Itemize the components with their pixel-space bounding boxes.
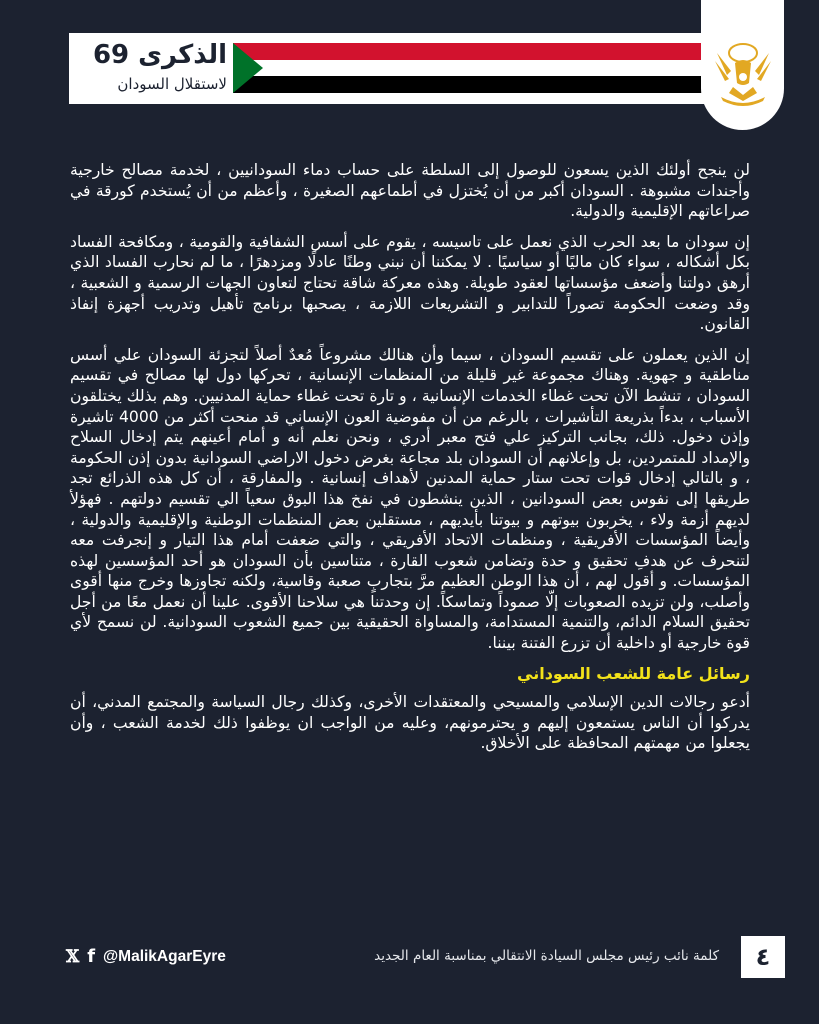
flag-black-stripe <box>233 76 709 93</box>
paragraph: أدعو رجالات الدين الإسلامي والمسيحي والمعتقدات الأخرى، وكذلك رجال السياسة والمجتمع المدني، أن يدركوا أن الناس يستمعون إليهم و يحترمونهم، وعليه من الواجب ان يوظفوا ذلك لخدمة الشعب ، وأن يجعلوا من مهمتهم المحافظة على الأخلاق. <box>70 693 750 753</box>
flag-white-stripe <box>233 60 709 77</box>
emblem-tab <box>701 0 784 130</box>
letter-body <box>70 160 750 764</box>
flag-green-triangle <box>233 43 263 93</box>
anniversary-banner <box>69 33 709 104</box>
social-links <box>66 946 226 967</box>
flag-red-stripe <box>233 43 709 60</box>
paragraph: إن سودان ما بعد الحرب الذي نعمل على تاسيسه ، يقوم على أسس الشفافية والقومية ، ومكافحة الفساد بكل أشكاله ، سواء كان ماليًا أو سياسيًا . لا يمكننا أن نبني وطنًا عادلًا ومزدهرًا ، ما لم نحارب الفساد الذي أرهق دولتنا وأضعف مؤسساتها لعقود طويلة. وهذه معركة شاقة تحتاج لتعاون الجهات الرسمية و الشعبية ، وقد وضعت الحكومة تصوراً للتدابير و التشريعات اللازمة ، يصحبها برنامج تأهيل وتدريب أجهزة إنفاذ القانون. <box>70 232 750 334</box>
section-heading: رسائل عامة للشعب السوداني <box>517 663 750 683</box>
page-number: ٤ <box>741 936 785 978</box>
banner-subtitle: لاستقلال السودان <box>117 75 227 93</box>
facebook-icon[interactable]: f <box>87 946 96 967</box>
footer-caption: كلمة نائب رئيس مجلس السيادة الانتقالي بمناسبة العام الجديد <box>374 948 719 964</box>
paragraph: إن الذين يعملون على تقسيم السودان ، سيما وأن هنالك مشروعاً مُعدٌ أصلاً لتجزئة السودان علي أسس مناطقية و جهوية. وهناك مجموعة غير قليلة من المنظمات الإنسانية ، تحركها دول لها مصالح في تقسيم السودان ، تنشط الآن تحت غطاء الخدمات الإنسانية ، و تارة تحت غطاء حماية المدنيين. وهم بذلك يختلقون الأسباب ، بدءاً بذريعة التأشيرات ، بالرغم من أن مفوضية العون الإنساني قد منحت أكثر من 4000 تاشيرة وإذن دخول. ذلك، بجانب التركيز علي فتح معبر أدري ، ونحن نعلم أنه و أمام أعينهم يتم إدخال السلاح والإمداد للمتمردين، بل وإعلانهم أن السودان بلد مجاعة بغرض دخول الاراضي السودانية بدون إذن الحكومة ، و بالتالي إدخال قوات تحت ستار حماية المدنين لأهداف إنسانية . والمفارقة ، أن كل هذه الذرائع تجد طريقها إلى نفوس بعض السودانين ، الذين ينشطون في نفخ هذا البوق سعياً الي تقسيم دولتهم . فهؤلأ لديهم أزمة ولاء ، يخربون بيوتهم و بيوتنا بأيديهم ، مستقلين بعض المنظمات الوطنية والإقليمية والدولية ، وأيضاً المؤسسات الأفريقية ، ومنظمات الاتحاد الأفريقي ، والتي ضعفت أمام هذا التيار و إنجرفت معه لتنحرف عن هدفِ تحقيق و حدة وتضامن شعوب القارة ، متناسين بأن السودان هو أحد المؤسسين لهذه المؤسسات. و أقول لهم ، أن هذا الوطن العظيم مرَّ بتجاربٍ صعبة وقاسية، ولكنه تجاوزها وخرج منها أقوى وأصلب، ولن تزيده الصعوبات إلّا صموداً وتماسكاً. إن وحدتنا هي سلاحنا الأقوى. علينا أن نعمل معًا من أجل تحقيق السلام الدائم، والتنمية المستدامة، والمساواة الحقيقية بين جميع الشعوب السودانية. لن نسمح لأي قوة خارجية أو داخلية أن تزرع الفتنة بيننا. <box>70 345 750 653</box>
x-icon[interactable]: 𝕏 <box>66 946 80 967</box>
sudan-emblem-icon <box>713 35 773 110</box>
banner-title: الذكرى 69 <box>92 40 227 70</box>
sudan-flag <box>233 43 709 93</box>
paragraph: لن ينجح أولئك الذين يسعون للوصول إلى السلطة على حساب دماء السودانيين ، لخدمة مصالح خارجية وأجندات مشبوهة . السودان أكبر من أن يُختزل في أطماعهم الصغيرة ، وأعظم من أن يُستخدم كورقة في صراعاتهم الإقليمية والدولية. <box>70 161 750 221</box>
social-handle[interactable]: @MalikAgarEyre <box>103 947 226 965</box>
